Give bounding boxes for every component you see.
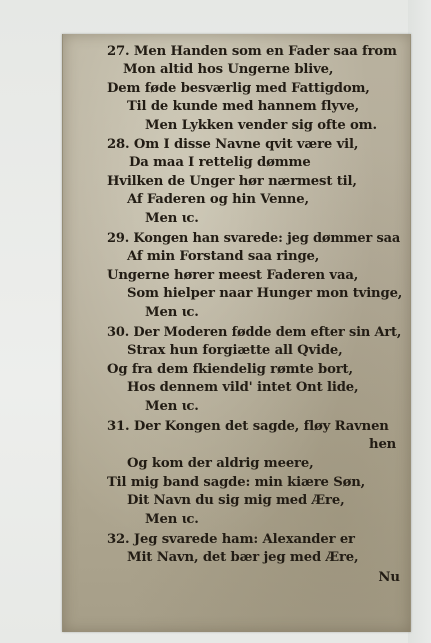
verse-31-line-4: Dit Navn du sig mig med Ære, [127,493,345,508]
catchword: Nu [378,570,400,585]
verse-30-line-1: 30. Der Moderen fødde dem efter sin Art, [107,325,402,340]
verse-29-line-1: 29. Kongen han svarede: jeg dømmer saa [107,231,401,246]
verse-27-line-2: Mon altid hos Ungerne blive, [123,62,334,77]
verse-28-line-1: 28. Om I disse Navne qvit være vil, [107,137,359,152]
verse-30-line-3: Og fra dem fkiendelig rømte bort, [107,362,353,377]
verse-27-line-5: Men Lykken vender sig ofte om. [145,118,377,133]
verse-32-line-1: 32. Jeg svarede ham: Alexander er [107,532,355,547]
book-page [62,34,411,632]
verse-30-refrain: Men ɩc. [145,399,199,414]
verse-29-line-2: Af min Forstand saa ringe, [127,249,320,264]
verse-31-line-1-turnover: hen [369,437,397,452]
verse-31-refrain: Men ɩc. [145,512,199,527]
verse-28-line-2: Da maa I rettelig dømme [129,155,311,170]
verse-28-line-4: Af Faderen og hin Venne, [127,192,309,207]
verse-29-line-4: Som hielper naar Hunger mon tvinge, [127,286,403,301]
verse-31-line-2: Og kom der aldrig meere, [127,456,314,471]
verse-32-line-2: Mit Navn, det bær jeg med Ære, [127,550,359,565]
verse-29-refrain: Men ɩc. [145,305,199,320]
verse-31-line-3: Til mig band sagde: min kiære Søn, [107,475,366,490]
verse-30-line-2: Strax hun forgiætte all Qvide, [127,343,343,358]
verse-28-refrain: Men ɩc. [145,211,199,226]
verse-28-line-3: Hvilken de Unger hør nærmest til, [107,174,357,189]
scan-margin [408,0,431,643]
verse-27-line-3: Dem føde besværlig med Fattigdom, [107,81,370,96]
verse-30-line-4: Hos dennem vild' intet Ont lide, [127,380,359,395]
verse-29-line-3: Ungerne hører meest Faderen vaa, [107,268,359,283]
verse-27-line-1: 27. Men Handen som en Fader saa from [107,44,397,59]
verse-31-line-1: 31. Der Kongen det sagde, fløy Ravnen [107,419,389,434]
verse-27-line-4: Til de kunde med hannem flyve, [127,99,360,114]
